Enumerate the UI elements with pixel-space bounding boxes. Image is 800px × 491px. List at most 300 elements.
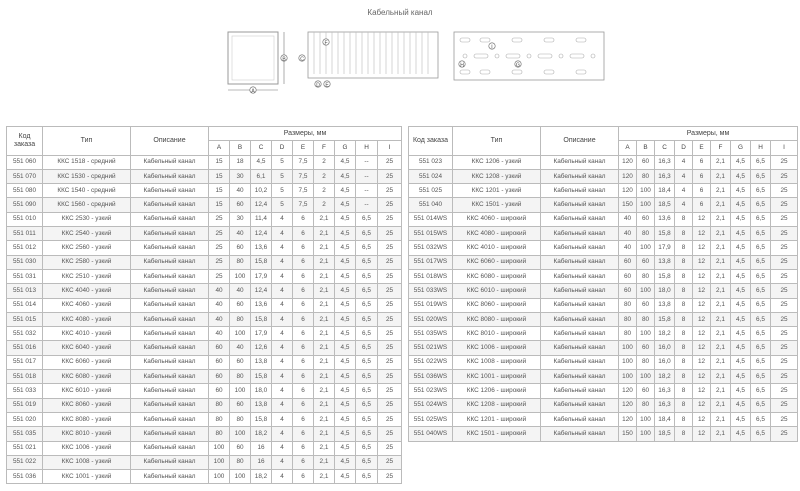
dimension-cell: 60 <box>230 298 251 312</box>
order-code-cell: 551 040WS <box>409 427 453 441</box>
order-code-cell: 551 013 <box>7 284 43 298</box>
dimension-cell: -- <box>356 198 378 212</box>
dimension-cell: 6,1 <box>251 169 272 183</box>
dimension-cell: 2,1 <box>314 255 335 269</box>
description-cell: Кабельный канал <box>131 169 209 183</box>
dimension-cell: 12,4 <box>251 227 272 241</box>
type-cell: ККС 8010 - широкий <box>453 327 541 341</box>
dimension-cell: 8 <box>675 212 693 226</box>
dimension-cell: 100 <box>637 427 655 441</box>
dimension-cell: 25 <box>378 255 402 269</box>
order-code-cell: 551 030 <box>7 255 43 269</box>
description-cell: Кабельный канал <box>541 355 619 369</box>
dimension-cell: 4 <box>272 355 293 369</box>
dimension-cell: 13,6 <box>251 241 272 255</box>
order-code-cell: 551 035 <box>7 427 43 441</box>
dimension-cell: 25 <box>378 312 402 326</box>
dimension-cell: 6,5 <box>751 370 771 384</box>
header-dims: Размеры, мм <box>619 127 798 141</box>
dimension-cell: 4,5 <box>335 227 356 241</box>
dimension-cell: 2,1 <box>314 341 335 355</box>
dimension-cell: 8 <box>675 269 693 283</box>
dimension-cell: 60 <box>619 284 637 298</box>
dimension-cell: 4,5 <box>335 269 356 283</box>
dimension-cell: 6 <box>293 312 314 326</box>
label-g: G <box>516 62 520 69</box>
dimension-cell: 2,1 <box>314 298 335 312</box>
table-row <box>7 370 402 384</box>
dimension-cell: 120 <box>619 398 637 412</box>
channel-side-diagram <box>296 28 442 98</box>
dimension-cell: 6,5 <box>751 198 771 212</box>
description-cell: Кабельный канал <box>541 427 619 441</box>
dimension-cell: 100 <box>619 370 637 384</box>
order-code-cell: 551 024WS <box>409 398 453 412</box>
dimension-cell: 80 <box>637 355 655 369</box>
dimension-cell: 4,5 <box>335 155 356 169</box>
order-code-cell: 551 022WS <box>409 355 453 369</box>
dimension-cell: 6,5 <box>356 241 378 255</box>
order-code-cell: 551 014 <box>7 298 43 312</box>
dimension-cell: 25 <box>378 341 402 355</box>
dimension-cell: 2,1 <box>711 169 731 183</box>
description-cell: Кабельный канал <box>131 241 209 255</box>
table-row <box>7 327 402 341</box>
dimension-cell: 18,5 <box>655 198 675 212</box>
dimension-cell: 6 <box>693 169 711 183</box>
dimension-cell: 25 <box>378 241 402 255</box>
table-row <box>409 198 798 212</box>
order-code-cell: 551 015WS <box>409 227 453 241</box>
table-row <box>409 312 798 326</box>
dimension-cell: 4,5 <box>731 370 751 384</box>
type-cell: ККС 1201 - широкий <box>453 412 541 426</box>
type-cell: ККС 1206 - широкий <box>453 384 541 398</box>
dimension-cell: 2,1 <box>314 384 335 398</box>
dimension-cell: 100 <box>209 441 230 455</box>
dimension-cell: 6 <box>693 198 711 212</box>
order-code-cell: 551 040 <box>409 198 453 212</box>
dimension-cell: 15,8 <box>655 269 675 283</box>
dimension-cell: 8 <box>675 241 693 255</box>
dimension-cell: 6,5 <box>356 298 378 312</box>
dimension-cell: 15,8 <box>655 227 675 241</box>
dimension-cell: 25 <box>771 327 798 341</box>
dimension-cell: 2,1 <box>711 269 731 283</box>
dimension-cell: 6 <box>293 269 314 283</box>
dimension-cell: 4,5 <box>251 155 272 169</box>
header-type: Тип <box>43 127 131 156</box>
dimension-cell: 2,1 <box>314 355 335 369</box>
dimension-cell: 80 <box>637 169 655 183</box>
dimension-cell: 25 <box>771 184 798 198</box>
description-cell: Кабельный канал <box>131 227 209 241</box>
dimension-cell: 12 <box>693 370 711 384</box>
dimension-cell: 6,5 <box>751 255 771 269</box>
description-cell: Кабельный канал <box>541 227 619 241</box>
dimension-cell: 16,3 <box>655 398 675 412</box>
type-cell: ККС 1001 - узкий <box>43 470 131 484</box>
description-cell: Кабельный канал <box>131 455 209 469</box>
table-row <box>7 298 402 312</box>
table-row <box>7 398 402 412</box>
order-code-cell: 551 022 <box>7 455 43 469</box>
description-cell: Кабельный канал <box>131 312 209 326</box>
dimension-cell: 80 <box>209 427 230 441</box>
dimension-cell: 6,5 <box>751 212 771 226</box>
type-cell: ККС 1206 - узкий <box>453 155 541 169</box>
description-cell: Кабельный канал <box>131 370 209 384</box>
type-cell: ККС 1501 - широкий <box>453 427 541 441</box>
dimension-cell: 2,1 <box>711 227 731 241</box>
dimension-cell: 6,5 <box>356 227 378 241</box>
dimension-cell: 5 <box>272 198 293 212</box>
dimension-cell: 2,1 <box>711 241 731 255</box>
dimension-cell: 60 <box>209 370 230 384</box>
dimension-cell: 4 <box>675 155 693 169</box>
order-code-cell: 551 031 <box>7 269 43 283</box>
dimension-cell: 4,5 <box>335 198 356 212</box>
dim-header-b: B <box>637 141 655 155</box>
dimension-cell: 6 <box>293 298 314 312</box>
table-row <box>7 427 402 441</box>
dimension-cell: 6,5 <box>356 284 378 298</box>
dim-header-h: H <box>356 141 378 155</box>
order-code-cell: 551 020WS <box>409 312 453 326</box>
order-code-cell: 551 017WS <box>409 255 453 269</box>
type-cell: ККС 6040 - узкий <box>43 341 131 355</box>
table-row <box>409 427 798 441</box>
dimension-cell: 8 <box>675 284 693 298</box>
table-row <box>409 370 798 384</box>
dim-header-f: F <box>314 141 335 155</box>
order-code-cell: 551 090 <box>7 198 43 212</box>
description-cell: Кабельный канал <box>131 184 209 198</box>
type-cell: ККС 8010 - узкий <box>43 427 131 441</box>
dim-header-d: D <box>675 141 693 155</box>
table-row <box>7 441 402 455</box>
dimension-cell: 12 <box>693 284 711 298</box>
dimension-cell: 12 <box>693 327 711 341</box>
order-code-cell: 551 080 <box>7 184 43 198</box>
dimension-cell: 16,3 <box>655 169 675 183</box>
dimension-cell: 25 <box>771 198 798 212</box>
dimension-cell: 6,5 <box>356 370 378 384</box>
dimension-cell: 4,5 <box>731 427 751 441</box>
dimension-cell: 2,1 <box>711 341 731 355</box>
dim-header-e: E <box>293 141 314 155</box>
dimension-cell: 25 <box>378 412 402 426</box>
dimension-cell: 6,5 <box>356 441 378 455</box>
description-cell: Кабельный канал <box>541 255 619 269</box>
dimension-cell: 12 <box>693 398 711 412</box>
order-code-cell: 551 019 <box>7 398 43 412</box>
description-cell: Кабельный канал <box>131 355 209 369</box>
type-cell: ККС 6010 - широкий <box>453 284 541 298</box>
type-cell: ККС 1501 - узкий <box>453 198 541 212</box>
dimension-cell: 30 <box>230 212 251 226</box>
description-cell: Кабельный канал <box>541 212 619 226</box>
dimension-cell: 2,1 <box>314 212 335 226</box>
dimension-cell: 25 <box>209 255 230 269</box>
description-cell: Кабельный канал <box>131 412 209 426</box>
dimension-cell: 8 <box>675 384 693 398</box>
dimension-cell: 12 <box>693 298 711 312</box>
dimension-cell: 6 <box>293 241 314 255</box>
order-code-cell: 551 010 <box>7 212 43 226</box>
type-cell: ККС 4080 - широкий <box>453 227 541 241</box>
dimension-cell: 30 <box>230 169 251 183</box>
dimension-cell: 25 <box>771 241 798 255</box>
description-cell: Кабельный канал <box>541 384 619 398</box>
dimension-cell: 6,5 <box>356 269 378 283</box>
dimension-cell: 6,5 <box>751 241 771 255</box>
dimension-cell: 17,9 <box>251 327 272 341</box>
dimension-cell: 6,5 <box>356 327 378 341</box>
dimension-cell: 2,1 <box>314 470 335 484</box>
dimension-cell: 4,5 <box>731 355 751 369</box>
dimension-cell: 100 <box>637 370 655 384</box>
dimension-cell: 12,4 <box>251 284 272 298</box>
description-cell: Кабельный канал <box>541 327 619 341</box>
dimension-cell: 2,1 <box>711 355 731 369</box>
dimension-cell: 13,8 <box>251 398 272 412</box>
table-row <box>7 212 402 226</box>
table-body-left <box>7 155 402 484</box>
dimension-cell: 18,2 <box>655 370 675 384</box>
dimension-cell: 6,5 <box>751 384 771 398</box>
dimension-cell: 4,5 <box>731 398 751 412</box>
dim-header-g: G <box>335 141 356 155</box>
dimension-cell: 4 <box>272 312 293 326</box>
dimension-cell: 4,5 <box>731 155 751 169</box>
dimension-cell: 60 <box>209 355 230 369</box>
table-row <box>409 355 798 369</box>
dimension-cell: 60 <box>619 269 637 283</box>
dimension-cell: 25 <box>378 155 402 169</box>
dimension-cell: 25 <box>771 370 798 384</box>
dimension-cell: 15,8 <box>251 412 272 426</box>
dimension-cell: 7,5 <box>293 184 314 198</box>
dimension-cell: 6 <box>293 327 314 341</box>
type-cell: ККС 1001 - широкий <box>453 370 541 384</box>
dimension-cell: 4,5 <box>335 370 356 384</box>
dimension-cell: 100 <box>637 198 655 212</box>
dimension-cell: 4,5 <box>335 169 356 183</box>
dimension-cell: 4 <box>272 384 293 398</box>
dimension-cell: 2,1 <box>314 455 335 469</box>
table-row <box>409 184 798 198</box>
type-cell: ККС 4060 - широкий <box>453 212 541 226</box>
dimension-cell: 15,8 <box>655 312 675 326</box>
cable-channel-table-left <box>6 126 402 484</box>
table-row <box>409 169 798 183</box>
table-row <box>409 341 798 355</box>
header-code: Код заказа <box>409 127 453 156</box>
dimension-cell: 60 <box>230 355 251 369</box>
dimension-cell: 16,3 <box>655 384 675 398</box>
dimension-cell: 6,5 <box>751 155 771 169</box>
dimension-cell: 4,5 <box>731 212 751 226</box>
type-cell: ККС 1540 - средний <box>43 184 131 198</box>
dimension-cell: 4 <box>675 184 693 198</box>
dimension-cell: 12 <box>693 255 711 269</box>
dimension-cell: 25 <box>378 227 402 241</box>
dimension-cell: 16,0 <box>655 341 675 355</box>
dimension-cell: 60 <box>637 341 655 355</box>
dimension-cell: 80 <box>230 412 251 426</box>
dimension-cell: 100 <box>637 241 655 255</box>
dimension-cell: 4,5 <box>731 384 751 398</box>
dimension-cell: 4 <box>272 398 293 412</box>
dimension-cell: 12 <box>693 355 711 369</box>
table-row <box>7 412 402 426</box>
dimension-cell: 17,9 <box>655 241 675 255</box>
dimension-cell: 6,5 <box>356 470 378 484</box>
dimension-cell: 18,0 <box>251 384 272 398</box>
dimension-cell: 80 <box>619 327 637 341</box>
description-cell: Кабельный канал <box>541 269 619 283</box>
dim-header-c: C <box>251 141 272 155</box>
order-code-cell: 551 019WS <box>409 298 453 312</box>
dimension-cell: 4,5 <box>335 255 356 269</box>
dimension-cell: 25 <box>771 384 798 398</box>
dimension-cell: 6,5 <box>751 227 771 241</box>
dimension-cell: 6,5 <box>356 384 378 398</box>
table-row <box>409 269 798 283</box>
description-cell: Кабельный канал <box>131 198 209 212</box>
dimension-cell: 13,6 <box>251 298 272 312</box>
dimension-cell: 100 <box>619 341 637 355</box>
dimension-cell: 4,5 <box>731 341 751 355</box>
dimension-cell: 100 <box>637 284 655 298</box>
dimension-cell: 4,5 <box>731 412 751 426</box>
type-cell: ККС 1201 - узкий <box>453 184 541 198</box>
dimension-cell: 8 <box>675 341 693 355</box>
dimension-cell: 6 <box>293 398 314 412</box>
dimension-cell: 4,5 <box>731 327 751 341</box>
dimension-cell: 4 <box>272 441 293 455</box>
dimension-cell: 8 <box>675 370 693 384</box>
order-code-cell: 551 016 <box>7 341 43 355</box>
dimension-cell: 4 <box>272 427 293 441</box>
dimension-cell: 2,1 <box>314 370 335 384</box>
dimension-cell: 6 <box>293 470 314 484</box>
dimension-cell: 4,5 <box>335 412 356 426</box>
dimension-cell: 80 <box>637 227 655 241</box>
dimension-cell: 2 <box>314 184 335 198</box>
dimension-cell: 6,5 <box>356 355 378 369</box>
dimension-cell: 100 <box>230 269 251 283</box>
dim-header-i: I <box>771 141 798 155</box>
description-cell: Кабельный канал <box>541 398 619 412</box>
dimension-cell: 60 <box>230 241 251 255</box>
order-code-cell: 551 021WS <box>409 341 453 355</box>
dim-header-e: E <box>693 141 711 155</box>
type-cell: ККС 1008 - узкий <box>43 455 131 469</box>
table-row <box>409 384 798 398</box>
dimension-cell: 4 <box>272 212 293 226</box>
dimension-cell: 6,5 <box>751 412 771 426</box>
dimension-cell: 25 <box>771 298 798 312</box>
dimension-cell: 6,5 <box>356 427 378 441</box>
dimension-cell: 18,0 <box>655 284 675 298</box>
table-row <box>7 470 402 484</box>
dimension-cell: 4 <box>272 412 293 426</box>
dimension-cell: 80 <box>230 312 251 326</box>
table-row <box>409 241 798 255</box>
header-code: Код заказа <box>7 127 43 156</box>
dimension-cell: 25 <box>378 470 402 484</box>
order-code-cell: 551 014WS <box>409 212 453 226</box>
dimension-cell: 6 <box>293 441 314 455</box>
description-cell: Кабельный канал <box>541 184 619 198</box>
dimension-cell: 4,5 <box>731 241 751 255</box>
dimension-cell: 6,5 <box>751 427 771 441</box>
dimension-cell: 25 <box>771 155 798 169</box>
dimension-cell: 4,5 <box>335 327 356 341</box>
dimension-cell: 15,8 <box>251 255 272 269</box>
dimension-cell: 25 <box>378 269 402 283</box>
dimension-cell: 120 <box>619 169 637 183</box>
dimension-cell: 12 <box>693 212 711 226</box>
dimension-cell: 4 <box>272 269 293 283</box>
dimension-cell: 4,5 <box>335 184 356 198</box>
dimension-cell: 2,1 <box>711 284 731 298</box>
dimension-cell: 25 <box>378 370 402 384</box>
description-cell: Кабельный канал <box>131 384 209 398</box>
dimension-cell: 80 <box>637 398 655 412</box>
dimension-cell: 4 <box>272 298 293 312</box>
dimension-cell: 40 <box>209 284 230 298</box>
dimension-cell: 4 <box>272 470 293 484</box>
order-code-cell: 551 024 <box>409 169 453 183</box>
dimension-cell: 100 <box>637 327 655 341</box>
dimension-cell: 8 <box>675 227 693 241</box>
description-cell: Кабельный канал <box>541 312 619 326</box>
dimension-cell: 2,1 <box>711 155 731 169</box>
order-code-cell: 551 036 <box>7 470 43 484</box>
dimension-cell: 4,5 <box>335 427 356 441</box>
type-cell: ККС 2540 - узкий <box>43 227 131 241</box>
dimension-cell: 25 <box>771 227 798 241</box>
dimension-cell: 4,5 <box>335 455 356 469</box>
dimension-cell: 6,5 <box>356 341 378 355</box>
dimension-cell: 12,4 <box>251 198 272 212</box>
dimension-cell: 150 <box>619 427 637 441</box>
dimension-cell: 25 <box>209 269 230 283</box>
description-cell: Кабельный канал <box>541 284 619 298</box>
order-code-cell: 551 033WS <box>409 284 453 298</box>
dimension-cell: 4,5 <box>335 298 356 312</box>
dim-header-d: D <box>272 141 293 155</box>
description-cell: Кабельный канал <box>541 412 619 426</box>
order-code-cell: 551 018 <box>7 370 43 384</box>
type-cell: ККС 1006 - широкий <box>453 341 541 355</box>
dimension-cell: 6 <box>293 370 314 384</box>
dimension-cell: 15 <box>209 198 230 212</box>
dimension-cell: 6 <box>693 184 711 198</box>
dimension-cell: 4,5 <box>731 227 751 241</box>
dimension-cell: 8 <box>675 312 693 326</box>
description-cell: Кабельный канал <box>541 155 619 169</box>
dimension-cell: 120 <box>619 155 637 169</box>
table-row <box>7 455 402 469</box>
dimension-cell: 4 <box>272 227 293 241</box>
dimension-cell: 40 <box>230 184 251 198</box>
order-code-cell: 551 036WS <box>409 370 453 384</box>
dimension-cell: 100 <box>230 327 251 341</box>
